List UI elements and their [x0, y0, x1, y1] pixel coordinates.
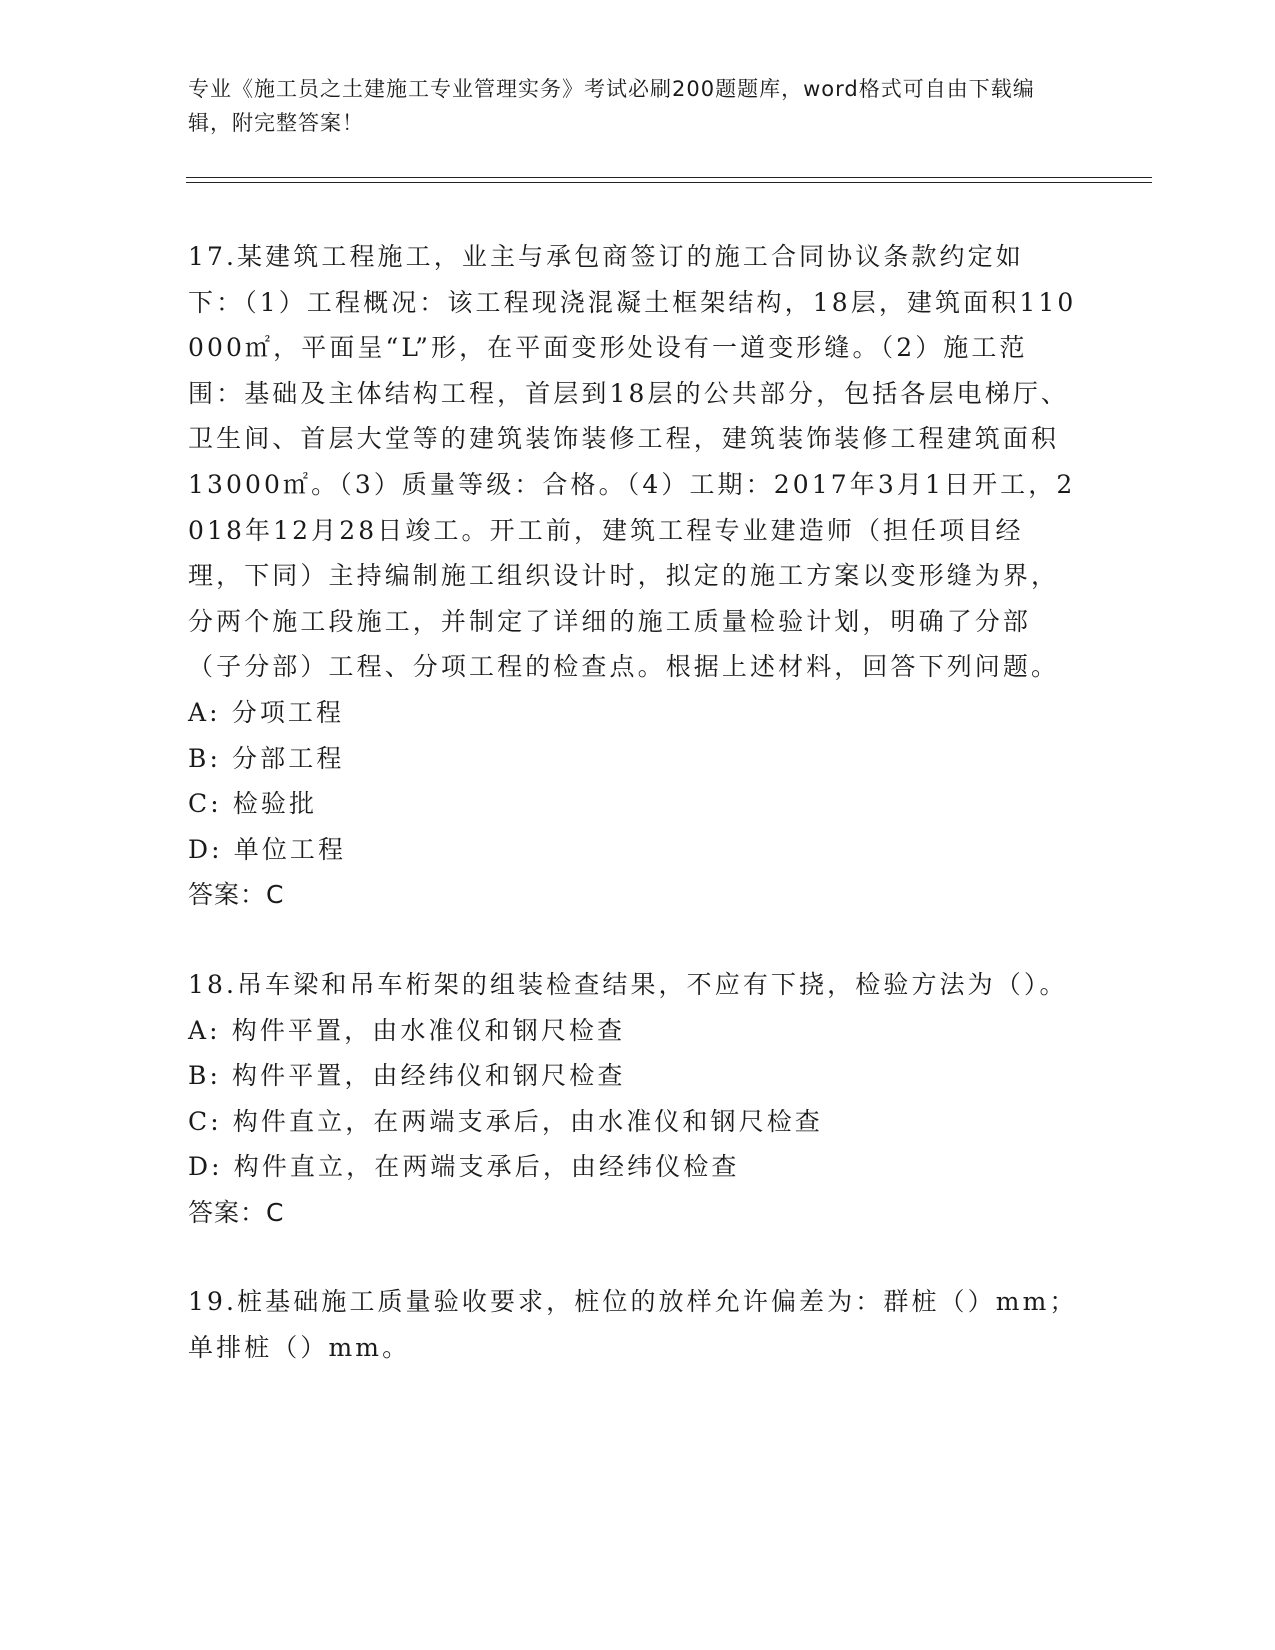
question-text: 19.桩基础施工质量验收要求，桩位的放样允许偏差为：群桩（）mm；单排桩（）mm。: [188, 1287, 1078, 1363]
question-list: [188, 234, 1078, 1371]
question-text: 17.某建筑工程施工，业主与承包商签订的施工合同协议条款约定如下：（1）工程概况：该工程现浇混凝土框架结构，18层，建筑面积110000㎡，平面呈“L”形，在平面变形处设有一道变形缝。（2）施工范围：基础及主体结构工程，首层到18层的公共部分，包括各层电梯厅、卫生间、首层大堂等的建筑装饰装修工程，建筑装饰装修工程建筑面积13000㎡。（3）质量等级：合格。（4）工期：2017年3月1日开工，2018年12月28日竣工。开工前，建筑工程专业建造师（担任项目经理，下同）主持编制施工组织设计时，拟定的施工方案以变形缝为界，分两个施工段施工，并制定了详细的施工质量检验计划，明确了分部（子分部）工程、分项工程的检查点。根据上述材料，回答下列问题。: [188, 242, 1077, 682]
question-19: [188, 1279, 1078, 1370]
document-header: 专业《施工员之土建施工专业管理实务》考试必刷200题题库，word格式可自由下载编辑，附完整答案！: [188, 77, 1035, 135]
option-d: D: 构件直立，在两端支承后，由经纬仪检查: [188, 1152, 740, 1182]
question-18: [188, 962, 1078, 1236]
option-a: A: 分项工程: [188, 697, 345, 727]
header-rule-bottom: [186, 182, 1152, 183]
option-c: C: 检验批: [188, 789, 318, 819]
answer: 答案：C: [188, 880, 285, 910]
option-b: B: 构件平置，由经纬仪和钢尺检查: [188, 1061, 626, 1091]
question-17: [188, 234, 1078, 918]
option-d: D: 单位工程: [188, 834, 347, 864]
option-a: A: 构件平置，由水准仪和钢尺检查: [188, 1015, 626, 1045]
option-b: B: 分部工程: [188, 743, 345, 773]
option-c: C: 构件直立，在两端支承后，由水准仪和钢尺检查: [188, 1106, 823, 1136]
answer: 答案：C: [188, 1197, 285, 1227]
header-rule-top: [186, 177, 1152, 178]
question-text: 18.吊车梁和吊车桁架的组装检查结果，不应有下挠，检验方法为（）。: [188, 969, 1068, 999]
